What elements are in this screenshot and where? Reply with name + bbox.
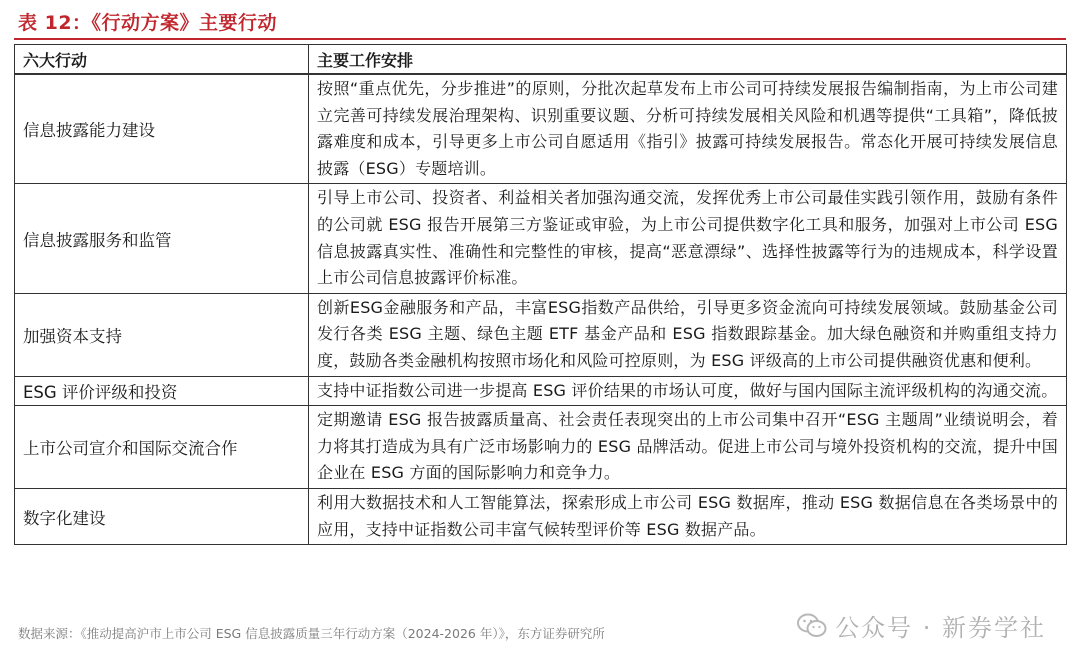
action-table [14, 44, 1067, 545]
table-row [15, 406, 1067, 489]
action-detail: 创新ESG金融服务和产品，丰富ESG指数产品供给，引导更多资金流向可持续发展领域。鼓励基金公司发行各类 ESG 主题、绿色主题 ETF 基金产品和 ESG 指数跟踪基金。加大绿色融资和并购重组支持力度，鼓励各类金融机构按照市场化和风险可控原则，为 ESG 评级高的上市公司提供融资优惠和便利。 [309, 293, 1067, 376]
action-name: 信息披露服务和监管 [15, 184, 309, 293]
table-header-row [15, 45, 1067, 75]
header-arrangements: 主要工作安排 [309, 45, 1067, 75]
action-name: 数字化建设 [15, 488, 309, 544]
watermark-text: 公众号 · 新券学社 [835, 614, 1046, 642]
table-row [15, 376, 1067, 406]
table-row [15, 488, 1067, 544]
action-name: 信息披露能力建设 [15, 74, 309, 184]
table-row [15, 74, 1067, 184]
action-detail: 定期邀请 ESG 报告披露质量高、社会责任表现突出的上市公司集中召开“ESG 主题周”业绩说明会，着力将其打造成为具有广泛市场影响力的 ESG 品牌活动。促进上市公司与境外投资机构的交流，提升中国企业在 ESG 方面的国际影响力和竞争力。 [309, 406, 1067, 489]
title-divider [14, 38, 1066, 40]
action-name: 加强资本支持 [15, 293, 309, 376]
action-detail: 支持中证指数公司进一步提高 ESG 评价结果的市场认可度，做好与国内国际主流评级机构的沟通交流。 [309, 376, 1067, 406]
action-name: 上市公司宣介和国际交流合作 [15, 406, 309, 489]
action-detail: 利用大数据技术和人工智能算法，探索形成上市公司 ESG 数据库，推动 ESG 数据信息在各类场景中的应用，支持中证指数公司丰富气候转型评价等 ESG 数据产品。 [309, 488, 1067, 544]
action-name: ESG 评价评级和投资 [15, 376, 309, 406]
table-row [15, 293, 1067, 376]
data-source-note: 数据来源：《推动提高沪市上市公司 ESG 信息披露质量三年行动方案（2024-2026 年）》，东方证券研究所 [18, 626, 605, 641]
action-detail: 引导上市公司、投资者、利益相关者加强沟通交流，发挥优秀上市公司最佳实践引领作用，鼓励有条件的公司就 ESG 报告开展第三方鉴证或审验，为上市公司提供数字化工具和服务，加强对上市公司 ESG 信息披露真实性、准确性和完整性的审核，提高“恶意漂绿”、选择性披露等行为的违规成本，科学设置上市公司信息披露评价标准。 [309, 184, 1067, 293]
header-actions: 六大行动 [15, 45, 309, 75]
table-title: 表 12：《行动方案》主要行动 [18, 12, 278, 34]
watermark [797, 608, 1046, 643]
action-detail: 按照“重点优先，分步推进”的原则，分批次起草发布上市公司可持续发展报告编制指南，为上市公司建立完善可持续发展治理架构、识别重要议题、分析可持续发展相关风险和机遇等提供“工具箱”，降低披露难度和成本，引导更多上市公司自愿适用《指引》披露可持续发展报告。常态化开展可持续发展信息披露（ESG）专题培训。 [309, 74, 1067, 184]
wechat-icon [797, 613, 827, 639]
table-row [15, 184, 1067, 293]
